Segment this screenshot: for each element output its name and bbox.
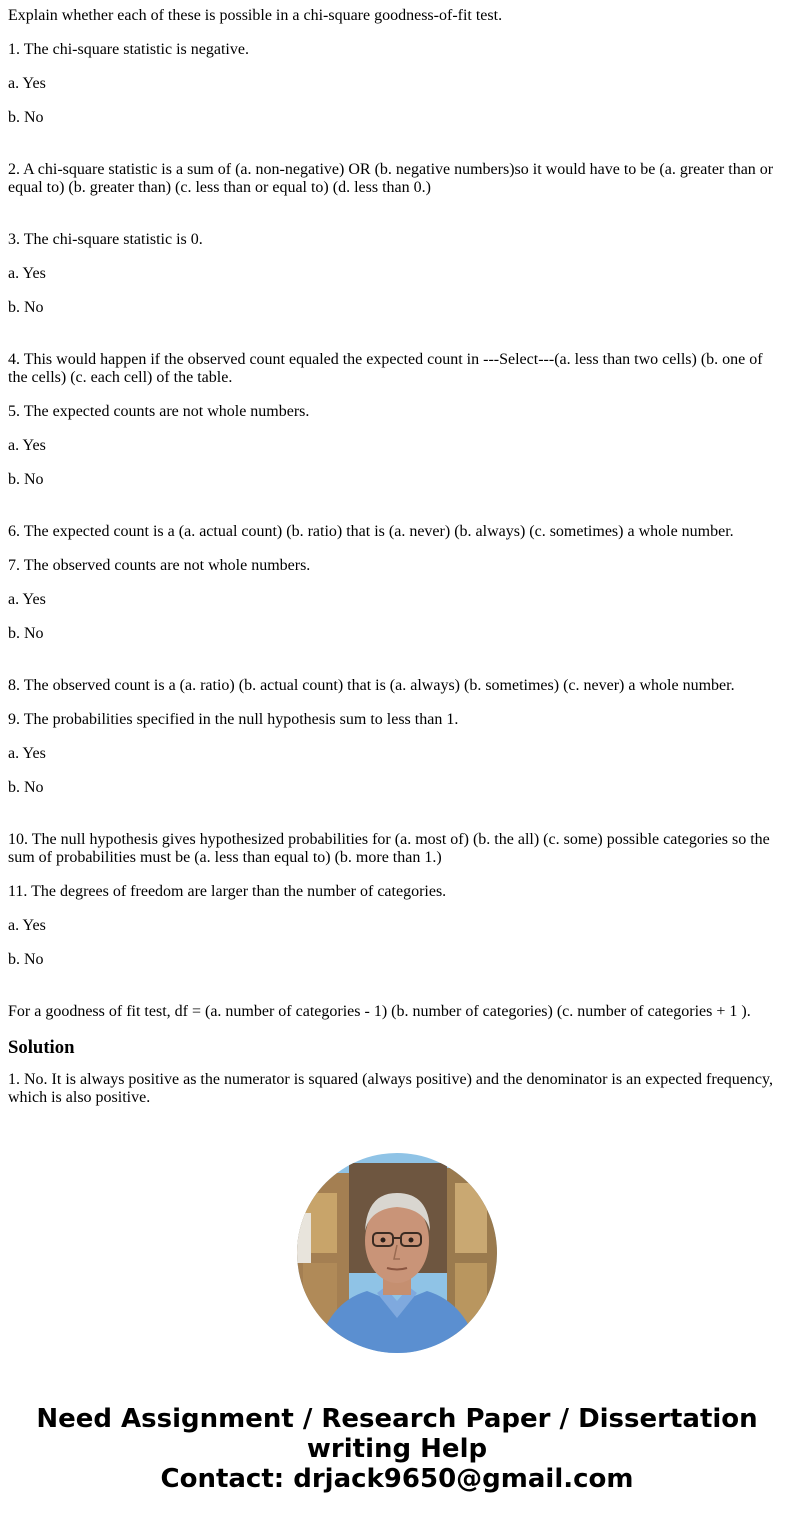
question-line: 11. The degrees of freedom are larger than the number of categories. (8, 883, 447, 900)
avatar (297, 1153, 497, 1353)
question-line: 2. A chi-square statistic is a sum of (a. non-negative) OR (b. negative numbers)so it would have to be (a. greater than or equal to) (b. greater than) (c. less than or equal to) (d. less than 0.) (8, 161, 774, 196)
question-line: a. Yes (8, 75, 46, 92)
footer-contact-text: Contact: drjack9650@gmail.com (160, 1464, 634, 1494)
question-line: b. No (8, 471, 44, 488)
question-line: 5. The expected counts are not whole numbers. (8, 403, 310, 420)
question-line: a. Yes (8, 917, 46, 934)
question-line: 10. The null hypothesis gives hypothesized probabilities for (a. most of) (b. the all) (c. some) possible categories so the sum of probabilities must be (a. less than equal to) (b. more than 1.) (8, 831, 770, 866)
question-line: 1. The chi-square statistic is negative. (8, 41, 249, 58)
footer-help-text: Need Assignment / Research Paper / Dissertation writing Help (36, 1404, 758, 1464)
question-line: 3. The chi-square statistic is 0. (8, 231, 203, 248)
solution-text: 1. No. It is always positive as the numerator is squared (always positive) and the denominator is an expected frequency, which is also positive. (8, 1071, 773, 1106)
question-content (8, 7, 786, 1127)
question-line: a. Yes (8, 437, 46, 454)
question-line: For a goodness of fit test, df = (a. number of categories - 1) (b. number of categories) (c. number of categories + 1 ). (8, 1003, 751, 1020)
question-line: 4. This would happen if the observed count equaled the expected count in ---Select---(a. less than two cells) (b. one of the cells) (c. each cell) of the table. (8, 351, 763, 386)
question-line: a. Yes (8, 265, 46, 282)
question-line: a. Yes (8, 745, 46, 762)
question-line: b. No (8, 779, 44, 796)
solution-heading: Solution (8, 1037, 75, 1058)
promo-footer (0, 1404, 794, 1494)
question-line: b. No (8, 951, 44, 968)
question-line: b. No (8, 625, 44, 642)
question-line: 9. The probabilities specified in the null hypothesis sum to less than 1. (8, 711, 459, 728)
question-line: b. No (8, 109, 44, 126)
question-line: b. No (8, 299, 44, 316)
question-list (8, 41, 786, 1021)
question-line: 7. The observed counts are not whole numbers. (8, 557, 311, 574)
solution-preview (8, 1071, 786, 1127)
question-line: a. Yes (8, 591, 46, 608)
portrait-image (297, 1153, 497, 1353)
question-line: 6. The expected count is a (a. actual count) (b. ratio) that is (a. never) (b. always) (c. sometimes) a whole number. (8, 523, 734, 540)
intro-text: Explain whether each of these is possible in a chi-square goodness-of-fit test. (8, 7, 503, 24)
question-line: 8. The observed count is a (a. ratio) (b. actual count) that is (a. always) (b. sometimes) (c. never) a whole number. (8, 677, 735, 694)
